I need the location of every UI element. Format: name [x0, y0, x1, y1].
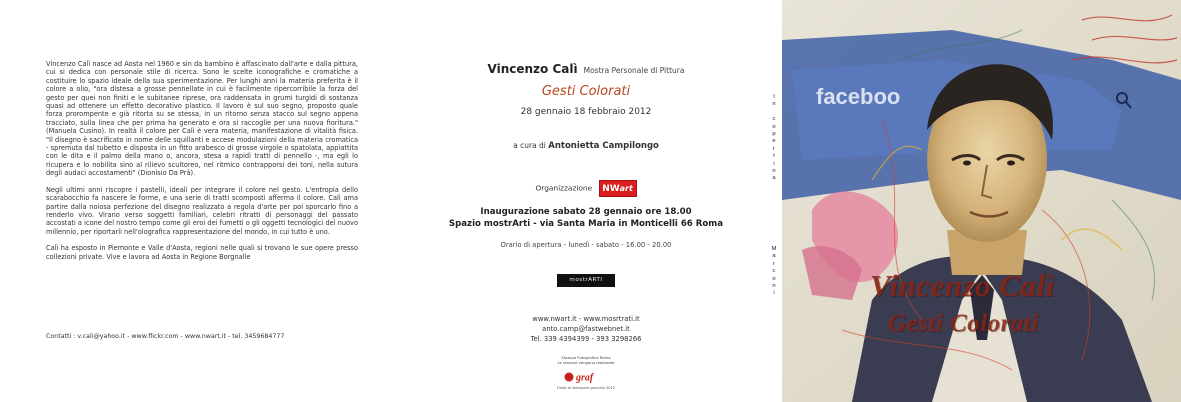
spine-letter: c [772, 268, 776, 275]
inauguration-time: Inaugurazione sabato 28 gennaio ore 18.00 [480, 207, 692, 217]
opening-hours: Orario di apertura - lunedì - sabato - 16.00 - 20.00 [500, 241, 672, 249]
print-date: Finito di stampare gennaio 2012 [556, 386, 616, 390]
spine-letter: r [773, 145, 775, 152]
cover-credit-vertical [770, 94, 778, 183]
printer-logo-text: graf [576, 372, 594, 383]
spine-letter: o [772, 275, 776, 282]
exhibition-title: Gesti Colorati [541, 84, 631, 99]
bio-paragraph-3: Calì ha esposto in Piemonte e Valle d'Aosta, regioni nelle quali si trovano le sue opere presso collezioni private. Vive e lavora ad Aosta in Regione Borgnalle [46, 244, 358, 261]
contacts-line: Contatti : v.cali@yahoo.it - www.flickr.com - www.nwart.it - tel. 3459684777 [46, 333, 285, 340]
inauguration-block [390, 206, 782, 230]
venue-address: Spazio mostrArti - via Santa Maria in Monticelli 66 Roma [448, 219, 724, 229]
spine-letter: o [772, 123, 776, 130]
curator-prefix: a cura di [513, 141, 546, 150]
exhibition-type: Mostra Personale di Pittura [583, 66, 685, 75]
spine-letter: n [772, 283, 776, 290]
bio-panel [0, 0, 390, 402]
cover-panel [782, 0, 1181, 402]
artist-biography [46, 60, 358, 269]
printer-sub: Le stampe vengono realizzate [557, 360, 615, 365]
spine-letter: e [772, 138, 776, 145]
spine-letter: a [772, 253, 776, 260]
spine-letter: I [773, 94, 775, 100]
spine-letter [770, 109, 778, 116]
bio-paragraph-2: Negli ultimi anni riscopre i pastelli, ideali per integrare il colore nel gesto. L'entropia dello scarabocchio fa nascere le forme, e una serie di tratti scomposti afferma il colore. Calì ama partire dalla noiosa perfezione del disegno realizzato a regola d'arte per poi sporcarlo fino a renderlo vivo. Virano verso soggetti familiari, celebri ritratti di personaggi del passato accostati a icone del nostro tempo come gli eroi dei fumetti o gli oggetti tecnologici del nuovo millennio, per riportarli nell'olografica rappresentazione del mondo, in cui tutto è uno. [46, 185, 358, 236]
contact-links [390, 314, 782, 344]
cover-painting [782, 0, 1181, 402]
cover-exhibition-title: Gesti Colorati [888, 310, 1039, 337]
curator-name: Antonietta Campilongo [548, 141, 659, 151]
screen-brand-text: faceboo [816, 84, 901, 109]
spine-letter: t [773, 153, 775, 160]
printer-credit [551, 355, 621, 365]
artist-name: Vincenzo Calì [487, 62, 578, 76]
organization-line [390, 180, 782, 197]
spine-letter: c [772, 116, 776, 123]
artist-heading [390, 62, 782, 76]
spine-letter: i [773, 160, 775, 167]
phone-numbers: Tel. 339 4394399 - 393 3298266 [530, 335, 642, 343]
nwart-logo [599, 180, 637, 197]
exhibition-dates: 28 gennaio 18 febbraio 2012 [520, 107, 652, 117]
website-links[interactable]: www.nwart.it - www.mosrtrati.it [532, 315, 640, 323]
cover-artist-name: Vincenzo Calì [870, 268, 1055, 303]
nwart-logo-main: NW [602, 184, 620, 194]
mostrarti-logo: mostrARTI [557, 274, 615, 287]
email-link[interactable]: anto.camp@fastwebnet.it [542, 325, 630, 333]
spine-letter: a [772, 175, 776, 182]
spine-letter: r [773, 260, 775, 267]
invitation-panel [390, 0, 782, 402]
bio-paragraph-1: Vincenzo Calì nasce ad Aosta nel 1960 e sin da bambino è affascinato dall'arte e dalla pittura, cui si dedica con personale stile di ricerca. Sono le scelte iconografiche e cromatiche a costituire lo spazio ideale della sua sperimentazione. Per lunghi anni la materia preferita è il colore a olio, "ora distesa a grosse pennellate in cui è facilmente ripercorribile la forza del gesto per quei non finiti e le subitanee riprese, ora raddensata in grumi turgidi di sostanza quasi ad ottenere un effetto decorativo plastico. Il lavoro è sul suo segno, proposto quale forza prorompente e già ritorta su se stessa, in un ritorno senza stacco sul segno appena tracciato, sulla linea che per prima ha generato e ora si raccoglie per una nuova fioritura." (Manuela Cusino). In realtà il colore per Calì è vera materia, manifestazione di vitalità fisica. "Il disegno è sacrificato in nome delle squillanti e accese modulazioni della materia cromatica - spremuta dal tubetto e disposta in un fitto arabesco di grosse virgole o spatolata, appiattita con le dita e il palmo della mano o, ancora, stesa a rapidi tratti di pennello -, ma egli lo ricupera e lo nobilita sino al rilievo scultoreo, nel ritmico contrapporsi dei toni, nella sutura degli audaci accostamenti" (Dionisio Da Prà). [46, 60, 358, 178]
printer-logo [562, 371, 610, 383]
printer-label: Stampa Fotografica Roma [561, 355, 611, 360]
subject-name-vertical [770, 246, 778, 298]
spine-letter: i [773, 290, 775, 297]
spine-letter: n [772, 101, 776, 108]
spine-letter: p [772, 131, 776, 138]
nwart-logo-art: art [619, 184, 633, 193]
spine-letter: n [772, 168, 776, 175]
curator-line [390, 141, 782, 151]
spine-letter: M [771, 246, 777, 252]
organization-label: Organizzazione [535, 183, 593, 193]
